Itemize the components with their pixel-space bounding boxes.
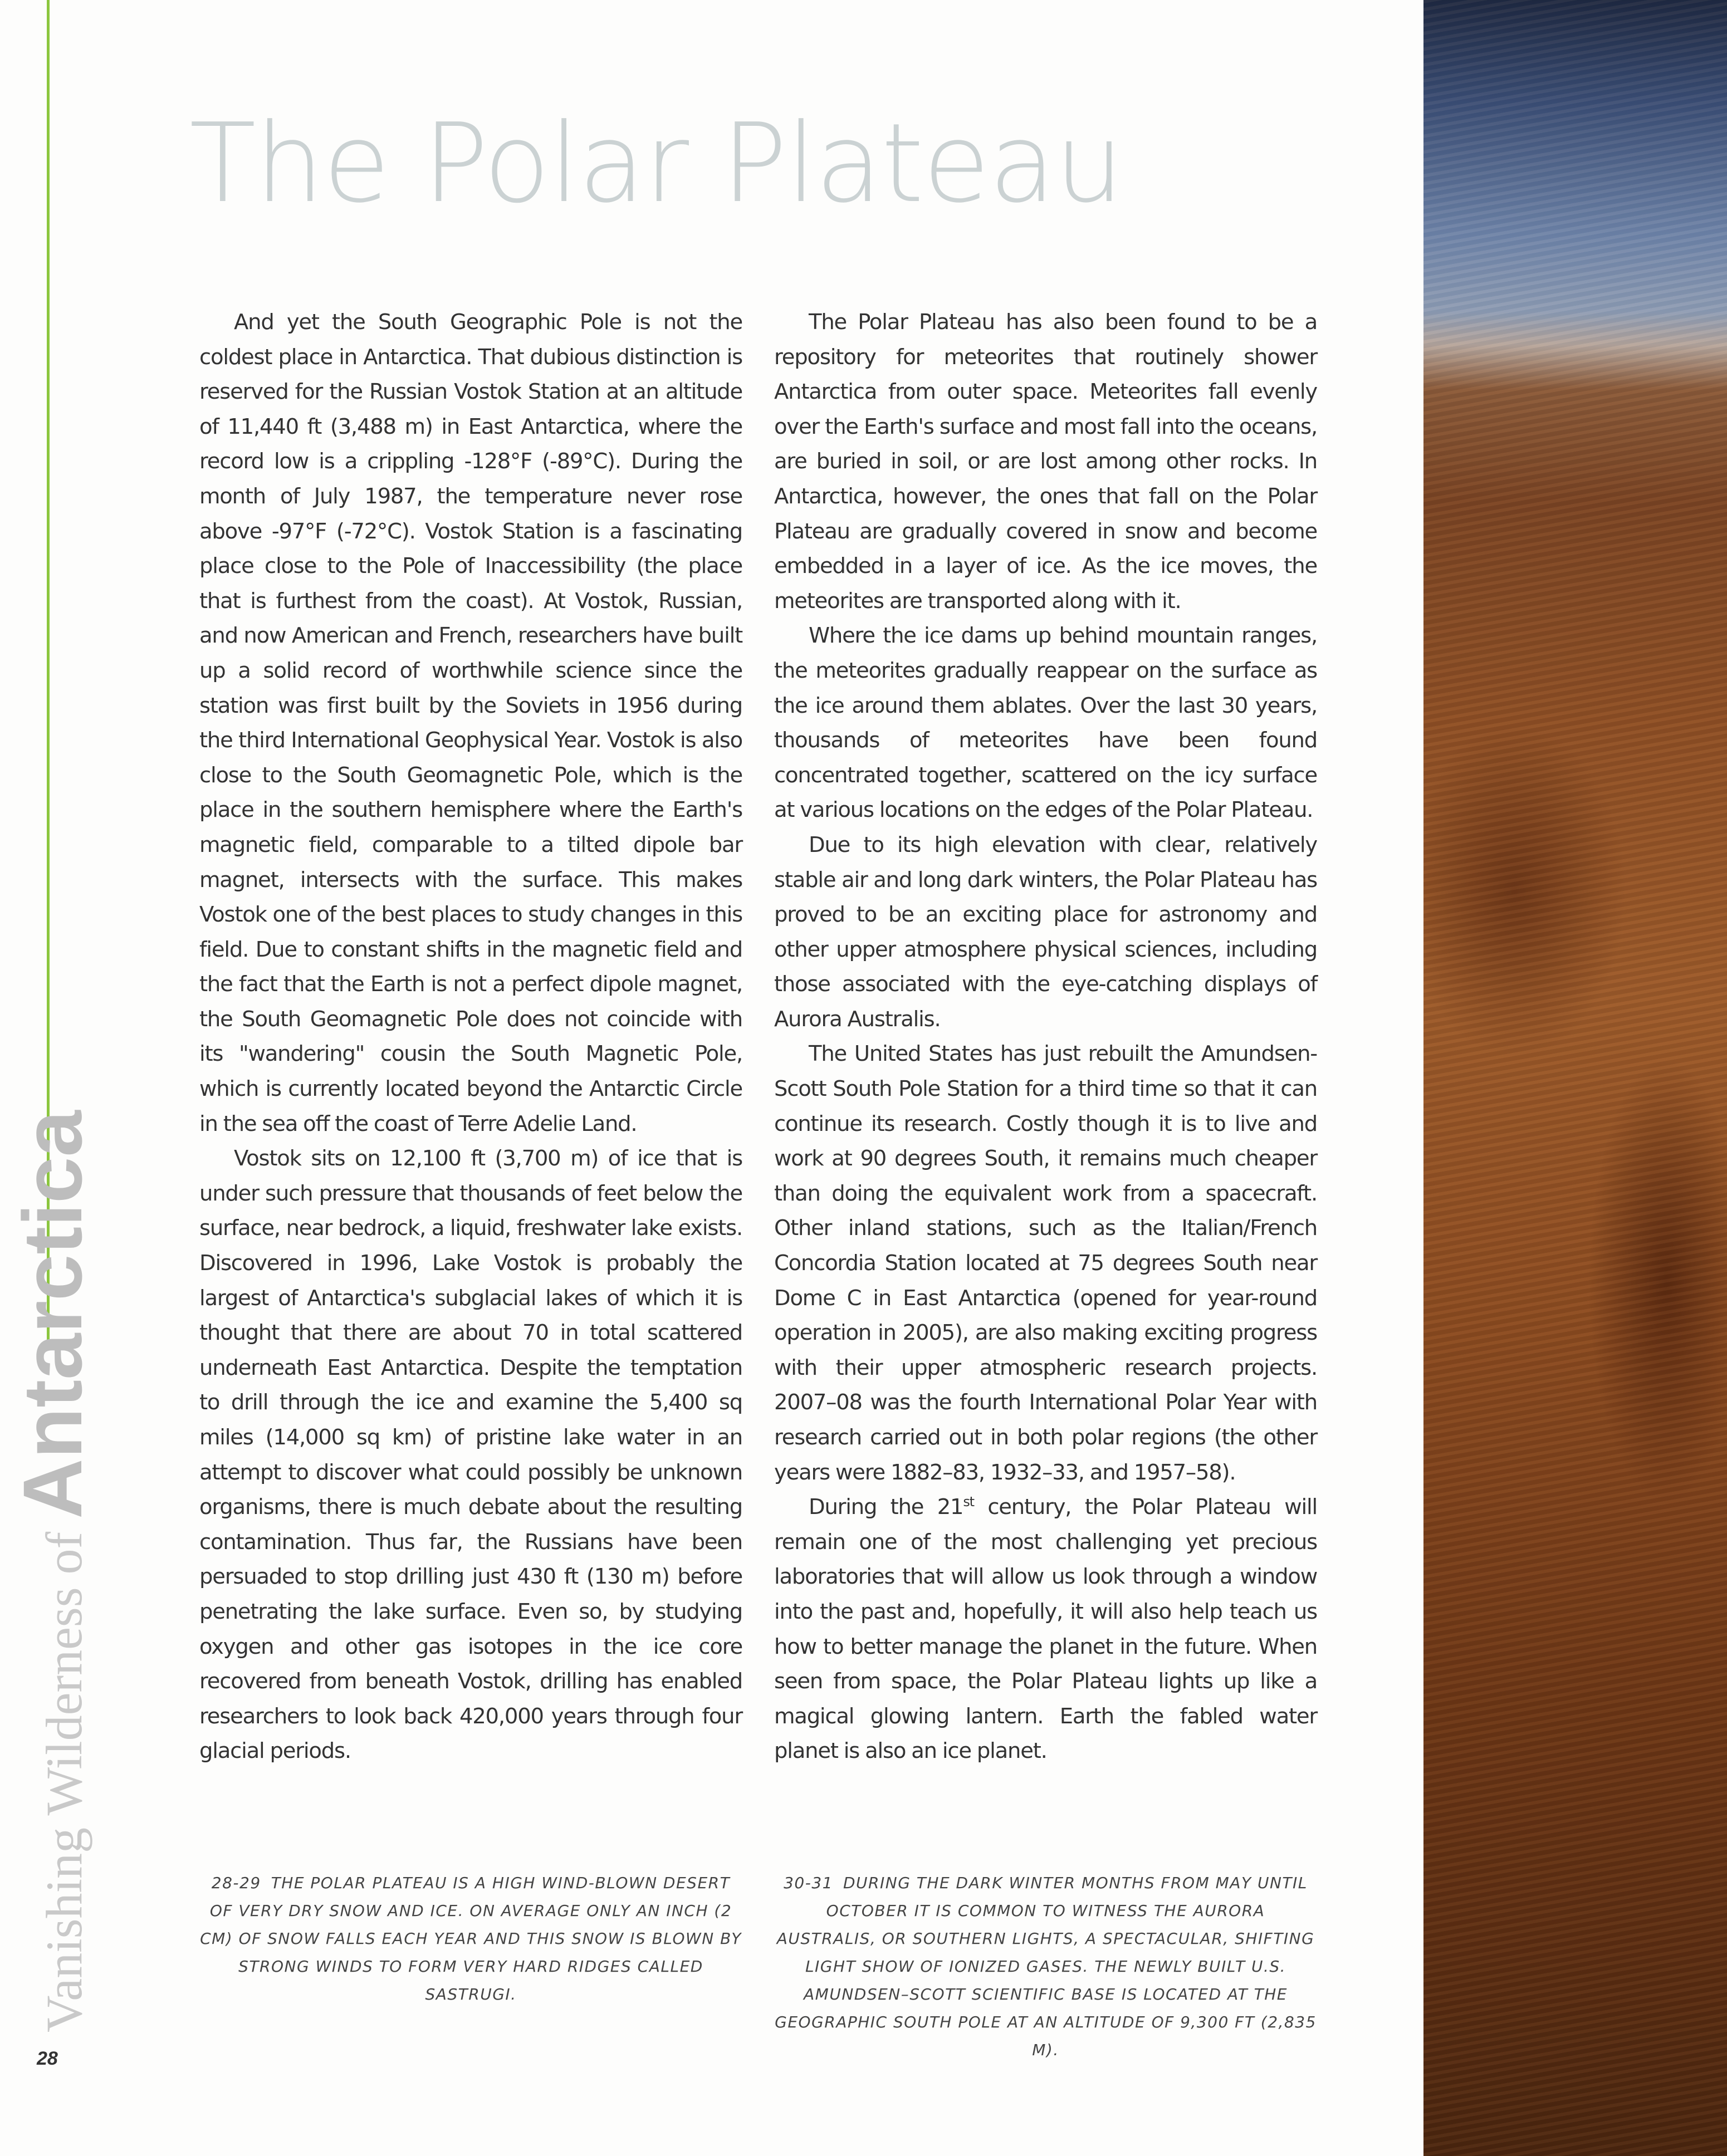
left-text-column: [199, 305, 742, 1769]
page-title: The Polar Plateau: [189, 100, 1123, 227]
superscript: st: [963, 1494, 974, 1510]
page-number: 28: [37, 2048, 58, 2069]
paragraph: Due to its high elevation with clear, relatively stable air and long dark winters, the Polar Plateau has proved to be an exciting place for astronomy and other upper atmosphere physical sciences, including those associated with the eye-catching displays of Aurora Australis.: [774, 832, 1317, 1032]
text-run: century, the Polar Plateau will remain one of the most challenging yet precious laboratories that will allow us look through a window into the past and, hopefully, it will also help teach us how to better manage the planet in the future. When seen from space, the Polar Plateau lights up like a magical glowing lantern. Earth the fabled water planet is also an ice planet.: [774, 1494, 1317, 1764]
caption-number: 30-31: [784, 1874, 833, 1892]
paragraph: And yet the South Geographic Pole is not the coldest place in Antarctica. That dubious distinction is reserved for the Russian Vostok Station at an altitude of 11,440 ft (3,488 m) in East Antarctica, where the record low is a crippling -128°F (-89°C). During the month of July 1987, the temperature never rose above -97°F (-72°C). Vostok Station is a fascinating place close to the Pole of Inaccessibility (the place that is furthest from the coast). At Vostok, Russian, and now American and French, researchers have built up a solid record of worthwhile science since the station was first built by the Soviets in 1956 during the third International Geophysical Year. Vostok is also close to the South Geomagnetic Pole, which is the place in the southern hemisphere where the Earth's magnetic field, comparable to a tilted dipole bar magnet, intersects with the surface. This makes Vostok one of the best places to study changes in this field. Due to constant shifts in the magnetic field and the fact that the Earth is not a perfect dipole magnet, the South Geomagnetic Pole does not coincide with its "wandering" cousin the South Magnetic Pole, which is currently located beyond the Antarctic Circle in the sea off the coast of Terre Adelie Land.: [199, 310, 742, 1136]
series-title-bold: Antarctica: [6, 1110, 99, 1519]
photo-caption-right: [774, 1869, 1317, 2064]
photo-caption-left: [199, 1869, 742, 2008]
series-title-light: Vanishing Wilderness of: [36, 1518, 92, 2032]
text-run: During the 21: [809, 1494, 963, 1520]
caption-text: THE POLAR PLATEAU IS A HIGH WIND-BLOWN DESERT OF VERY DRY SNOW AND ICE. ON AVERAGE ONLY AN INCH (2 CM) OF SNOW FALLS EACH YEAR AND THIS SNOW IS BLOWN BY STRONG WINDS TO FORM VERY HARD RIDGES CALLED SASTRUGI.: [200, 1874, 742, 2003]
right-text-column: [774, 305, 1317, 1769]
caption-text: DURING THE DARK WINTER MONTHS FROM MAY UNTIL OCTOBER IT IS COMMON TO WITNESS THE AURORA AUSTRALIS, OR SOUTHERN LIGHTS, A SPECTACULAR, SHIFTING LIGHT SHOW OF IONIZED GASES. THE NEWLY BUILT U.S. AMUNDSEN–SCOTT SCIENTIFIC BASE IS LOCATED AT THE GEOGRAPHIC SOUTH POLE AT AN ALTITUDE OF 9,300 FT (2,835 M).: [775, 1874, 1317, 2059]
paragraph: Vostok sits on 12,100 ft (3,700 m) of ice that is under such pressure that thousands of feet below the surface, near bedrock, a liquid, freshwater lake exists. Discovered in 1996, Lake Vostok is probably the largest of Antarctica's subglacial lakes of which it is thought that there are about 70 in total scattered underneath East Antarctica. Despite the temptation to drill through the ice and examine the 5,400 sq miles (14,000 sq km) of pristine lake water in an attempt to discover what could possibly be unknown organisms, there is much debate about the resulting contamination. Thus far, the Russians have been persuaded to stop drilling just 430 ft (130 m) before penetrating the lake surface. Even so, by studying oxygen and other gas isotopes in the ice core recovered from beneath Vostok, drilling has enabled researchers to look back 420,000 years through four glacial periods.: [199, 1146, 742, 1764]
paragraph: The Polar Plateau has also been found to be a repository for meteorites that routinely shower Antarctica from outer space. Meteorites fall evenly over the Earth's surface and most fall into the oceans, are buried in soil, or are lost among other rocks. In Antarctica, however, the ones that fall on the Polar Plateau are gradually covered in snow and become embedded in a layer of ice. As the ice moves, the meteorites are transported along with it.: [774, 310, 1317, 614]
paragraph: The United States has just rebuilt the Amundsen-Scott South Pole Station for a third time so that it can continue its research. Costly though it is to live and work at 90 degrees South, it remains much cheaper than doing the equivalent work from a spacecraft. Other inland stations, such as the Italian/French Concordia Station located at 75 degrees South near Dome C in East Antarctica (opened for year-round operation in 2005), are also making exciting progress with their upper atmospheric research projects. 2007–08 was the fourth International Polar Year with research carried out in both polar regions (the other years were 1882–83, 1932–33, and 1957–58).: [774, 1041, 1317, 1485]
paragraph: [774, 1490, 1317, 1769]
polar-plateau-photo: [1423, 0, 1727, 2156]
caption-number: 28-29: [211, 1874, 261, 1892]
paragraph: Where the ice dams up behind mountain ranges, the meteorites gradually reappear on the surface as the ice around them ablates. Over the last 30 years, thousands of meteorites have been found concentrated together, scattered on the icy surface at various locations on the edges of the Polar Plateau.: [774, 623, 1317, 823]
series-title-vertical: [4, 1110, 101, 2032]
